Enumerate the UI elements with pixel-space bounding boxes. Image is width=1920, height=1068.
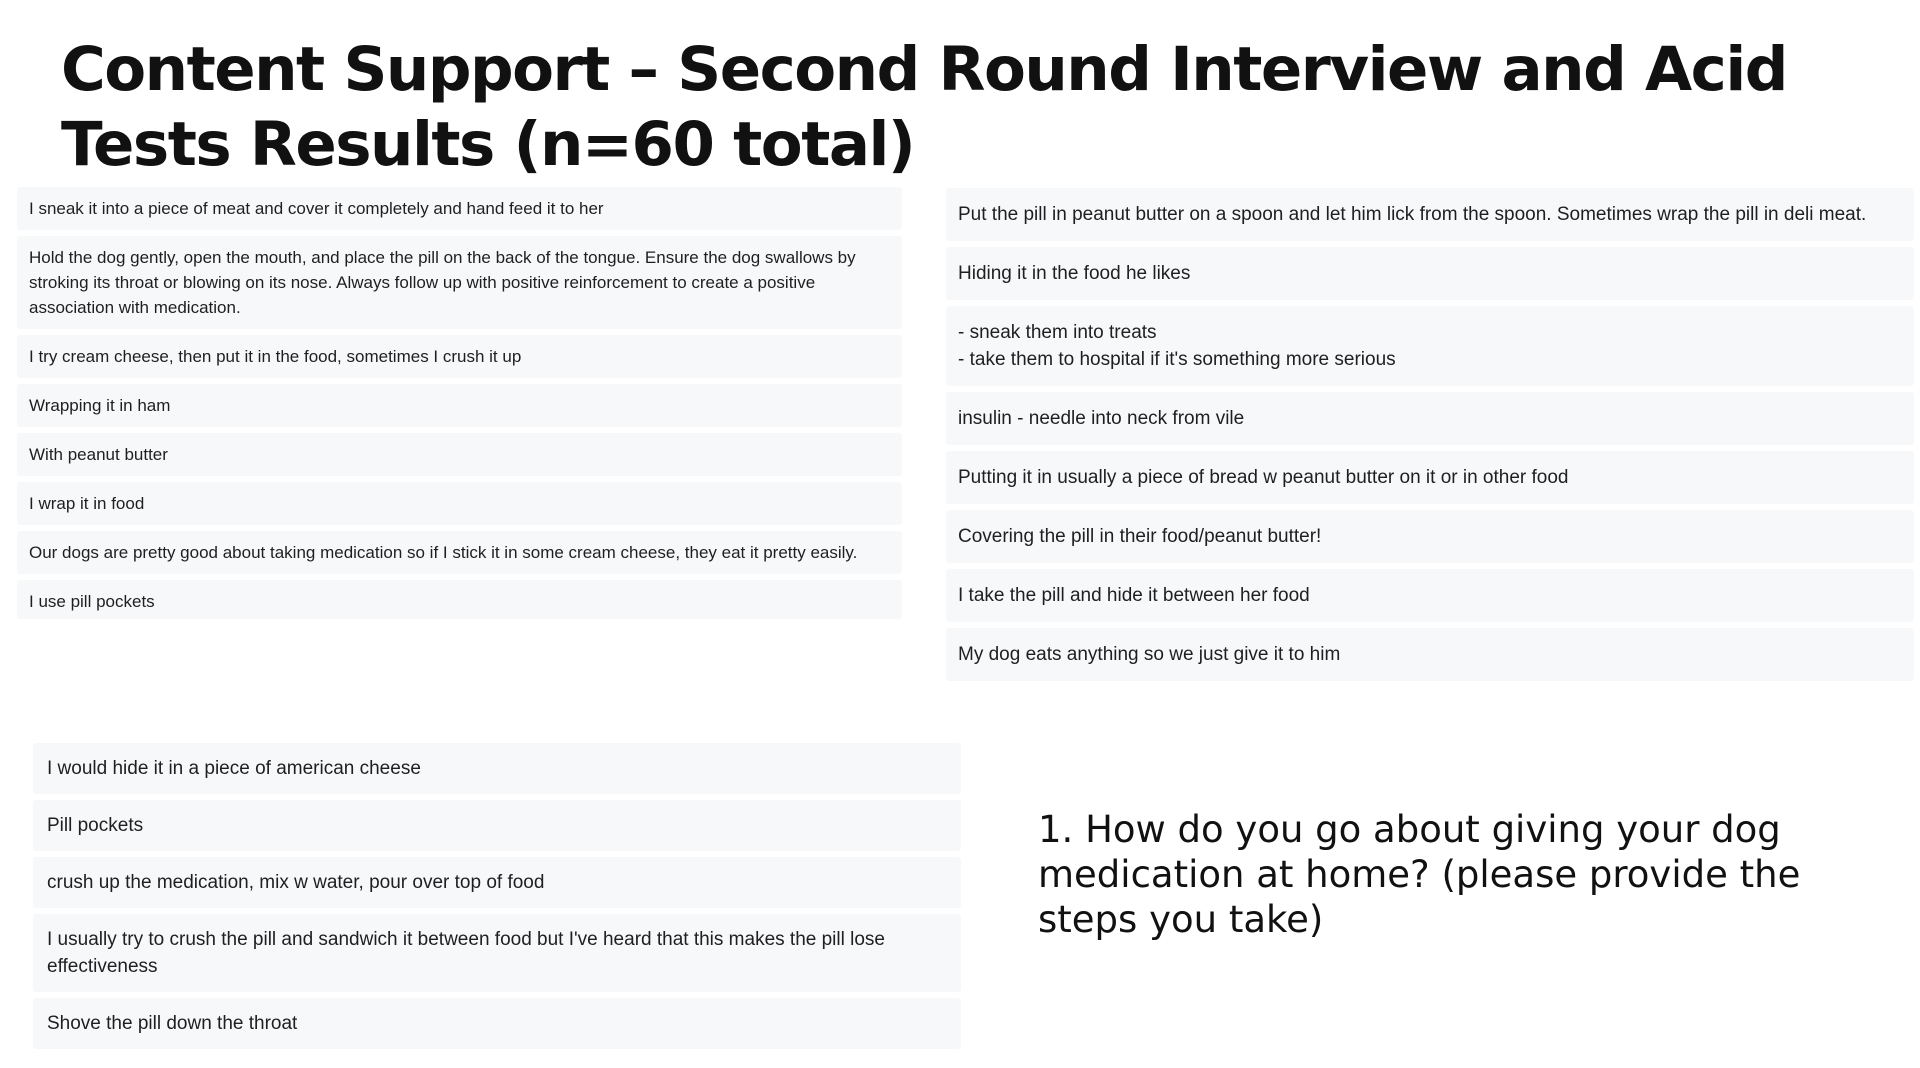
response-card: Shove the pill down the throat <box>33 998 961 1049</box>
response-card: Hold the dog gently, open the mouth, and place the pill on the back of the tongue. Ensure the dog swallows by stroking its throat or blowing on its nose. Always follow up with positive reinforcement to create a positive association with medication. <box>17 236 902 329</box>
response-card: With peanut butter <box>17 433 902 476</box>
response-card: Wrapping it in ham <box>17 384 902 427</box>
page-title: Content Support – Second Round Interview and Acid Tests Results (n=60 total) <box>61 34 1787 180</box>
response-card: I sneak it into a piece of meat and cover it completely and hand feed it to her <box>17 187 902 230</box>
response-card: I wrap it in food <box>17 482 902 525</box>
survey-question: 1. How do you go about giving your dog medication at home? (please provide the steps you take) <box>1038 808 1801 941</box>
response-card: Hiding it in the food he likes <box>946 247 1914 300</box>
response-card: Covering the pill in their food/peanut butter! <box>946 510 1914 563</box>
response-card: I take the pill and hide it between her food <box>946 569 1914 622</box>
response-card: Putting it in usually a piece of bread w peanut butter on it or in other food <box>946 451 1914 504</box>
response-card: I try cream cheese, then put it in the food, sometimes I crush it up <box>17 335 902 378</box>
response-card: My dog eats anything so we just give it to him <box>946 628 1914 681</box>
response-list-right <box>946 188 1914 681</box>
response-card: I would hide it in a piece of american cheese <box>33 743 961 794</box>
response-card: Put the pill in peanut butter on a spoon and let him lick from the spoon. Sometimes wrap the pill in deli meat. <box>946 188 1914 241</box>
response-list-bottom <box>33 743 961 1049</box>
response-card: - sneak them into treats - take them to hospital if it's something more serious <box>946 306 1914 386</box>
response-card: Pill pockets <box>33 800 961 851</box>
response-card: I use pill pockets <box>17 580 902 619</box>
response-card: I usually try to crush the pill and sandwich it between food but I've heard that this makes the pill lose effectiveness <box>33 914 961 992</box>
response-list-left <box>17 187 902 679</box>
response-card: crush up the medication, mix w water, pour over top of food <box>33 857 961 908</box>
response-card: Our dogs are pretty good about taking medication so if I stick it in some cream cheese, they eat it pretty easily. <box>17 531 902 574</box>
response-card: insulin - needle into neck from vile <box>946 392 1914 445</box>
